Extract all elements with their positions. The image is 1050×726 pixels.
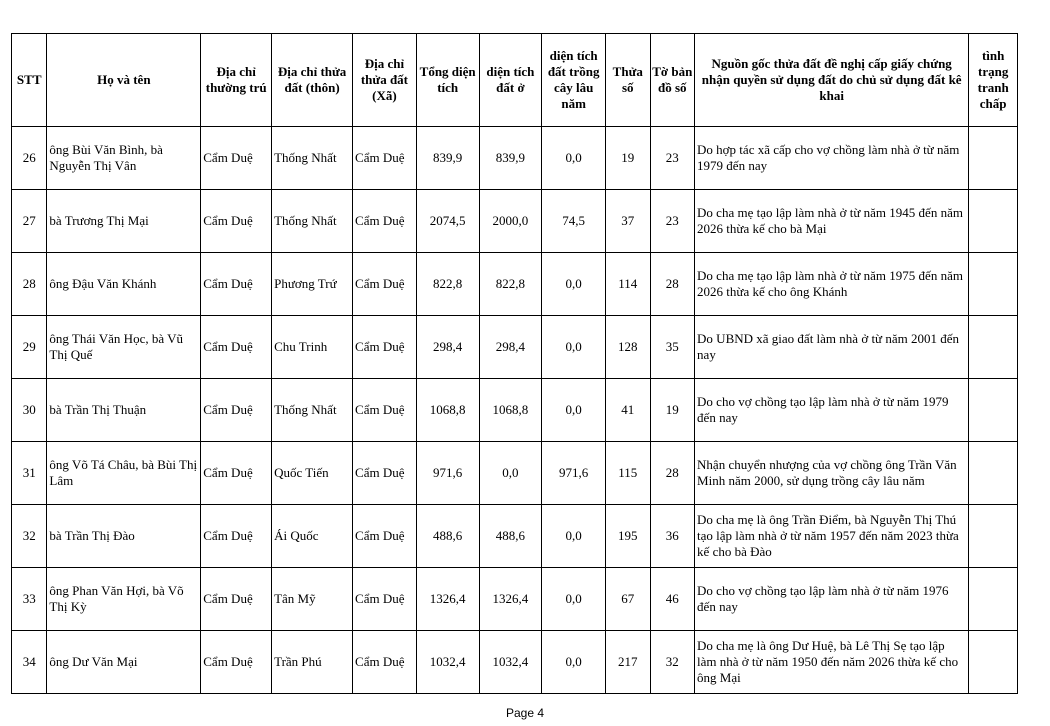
cell-origin: Do cha mẹ là ông Dư Huệ, bà Lê Thị Sẹ tạo lập làm nhà ở từ năm 1950 đến năm 2026 thừa kế cho ông Mại [695, 631, 969, 694]
cell-total-area: 1326,4 [416, 568, 479, 631]
cell-origin: Nhận chuyển nhượng của vợ chồng ông Trần Văn Minh năm 2000, sử dụng trồng cây lâu năm [695, 442, 969, 505]
cell-origin: Do UBND xã giao đất làm nhà ở từ năm 2001 đến nay [695, 316, 969, 379]
header-parcel-no: Thửa số [606, 34, 651, 127]
cell-village: Trần Phú [272, 631, 353, 694]
cell-name: bà Trần Thị Đào [47, 505, 201, 568]
cell-parcel-no: 128 [606, 316, 651, 379]
cell-commune: Cẩm Duệ [353, 442, 417, 505]
cell-village: Thống Nhất [272, 379, 353, 442]
cell-map-sheet: 36 [650, 505, 695, 568]
header-perennial-area: diện tích đất trồng cây lâu năm [542, 34, 606, 127]
cell-perennial-area: 0,0 [542, 379, 606, 442]
cell-name: ông Bùi Văn Bình, bà Nguyễn Thị Vân [47, 127, 201, 190]
cell-residence: Cẩm Duệ [201, 127, 272, 190]
cell-residential-area: 822,8 [479, 253, 542, 316]
cell-map-sheet: 35 [650, 316, 695, 379]
table-row [12, 505, 1018, 568]
header-total-area: Tổng diện tích [416, 34, 479, 127]
cell-village: Chu Trinh [272, 316, 353, 379]
cell-dispute [969, 316, 1018, 379]
cell-perennial-area: 0,0 [542, 505, 606, 568]
cell-village: Quốc Tiến [272, 442, 353, 505]
cell-parcel-no: 67 [606, 568, 651, 631]
cell-parcel-no: 115 [606, 442, 651, 505]
cell-map-sheet: 23 [650, 127, 695, 190]
cell-map-sheet: 28 [650, 442, 695, 505]
header-name: Họ và tên [47, 34, 201, 127]
header-parcel-commune: Địa chỉ thửa đất (Xã) [353, 34, 417, 127]
cell-stt: 29 [12, 316, 47, 379]
cell-parcel-no: 217 [606, 631, 651, 694]
cell-parcel-no: 37 [606, 190, 651, 253]
cell-origin: Do cha mẹ là ông Trần Điểm, bà Nguyễn Thị Thú tạo lập làm nhà ở từ năm 1957 đến năm 2023 thừa kế cho bà Đào [695, 505, 969, 568]
table-row [12, 631, 1018, 694]
header-stt: STT [12, 34, 47, 127]
cell-residential-area: 1326,4 [479, 568, 542, 631]
header-origin: Nguồn gốc thửa đất đề nghị cấp giấy chứng nhận quyền sử dụng đất do chủ sử dụng đất kê khai [695, 34, 969, 127]
page-number: Page 4 [505, 706, 545, 720]
cell-residence: Cẩm Duệ [201, 568, 272, 631]
cell-commune: Cẩm Duệ [353, 316, 417, 379]
cell-commune: Cẩm Duệ [353, 568, 417, 631]
cell-total-area: 839,9 [416, 127, 479, 190]
table-row [12, 568, 1018, 631]
cell-name: ông Võ Tá Châu, bà Bùi Thị Lâm [47, 442, 201, 505]
cell-origin: Do cho vợ chồng tạo lập làm nhà ở từ năm 1976 đến nay [695, 568, 969, 631]
cell-stt: 28 [12, 253, 47, 316]
table-row [12, 253, 1018, 316]
cell-residence: Cẩm Duệ [201, 253, 272, 316]
cell-commune: Cẩm Duệ [353, 190, 417, 253]
header-dispute: tình trạng tranh chấp [969, 34, 1018, 127]
cell-village: Tân Mỹ [272, 568, 353, 631]
table-row [12, 190, 1018, 253]
cell-perennial-area: 971,6 [542, 442, 606, 505]
cell-map-sheet: 46 [650, 568, 695, 631]
cell-dispute [969, 253, 1018, 316]
cell-perennial-area: 0,0 [542, 316, 606, 379]
cell-origin: Do cha mẹ tạo lập làm nhà ở từ năm 1975 đến năm 2026 thừa kế cho ông Khánh [695, 253, 969, 316]
cell-village: Thống Nhất [272, 127, 353, 190]
cell-commune: Cẩm Duệ [353, 127, 417, 190]
cell-dispute [969, 190, 1018, 253]
header-residential-area: diện tích đất ở [479, 34, 542, 127]
cell-origin: Do hợp tác xã cấp cho vợ chồng làm nhà ở từ năm 1979 đến nay [695, 127, 969, 190]
cell-residence: Cẩm Duệ [201, 631, 272, 694]
cell-origin: Do cha mẹ tạo lập làm nhà ở từ năm 1945 đến năm 2026 thừa kế cho bà Mại [695, 190, 969, 253]
cell-stt: 33 [12, 568, 47, 631]
header-map-sheet: Tờ bản đồ số [650, 34, 695, 127]
cell-residence: Cẩm Duệ [201, 316, 272, 379]
cell-residence: Cẩm Duệ [201, 442, 272, 505]
cell-perennial-area: 0,0 [542, 631, 606, 694]
cell-commune: Cẩm Duệ [353, 631, 417, 694]
cell-stt: 32 [12, 505, 47, 568]
cell-map-sheet: 23 [650, 190, 695, 253]
header-residence: Địa chỉ thường trú [201, 34, 272, 127]
header-parcel-village: Địa chỉ thửa đất (thôn) [272, 34, 353, 127]
cell-stt: 34 [12, 631, 47, 694]
cell-commune: Cẩm Duệ [353, 505, 417, 568]
cell-total-area: 971,6 [416, 442, 479, 505]
table-row [12, 127, 1018, 190]
cell-origin: Do cho vợ chồng tạo lập làm nhà ở từ năm 1979 đến nay [695, 379, 969, 442]
table-row [12, 379, 1018, 442]
cell-residential-area: 0,0 [479, 442, 542, 505]
cell-perennial-area: 74,5 [542, 190, 606, 253]
cell-parcel-no: 19 [606, 127, 651, 190]
cell-residential-area: 298,4 [479, 316, 542, 379]
table-row [12, 442, 1018, 505]
cell-stt: 26 [12, 127, 47, 190]
cell-stt: 30 [12, 379, 47, 442]
cell-name: ông Phan Văn Hợi, bà Võ Thị Kỳ [47, 568, 201, 631]
cell-village: Ái Quốc [272, 505, 353, 568]
cell-parcel-no: 195 [606, 505, 651, 568]
cell-name: ông Đậu Văn Khánh [47, 253, 201, 316]
cell-map-sheet: 19 [650, 379, 695, 442]
cell-residential-area: 1032,4 [479, 631, 542, 694]
cell-name: ông Dư Văn Mại [47, 631, 201, 694]
cell-village: Phương Trứ [272, 253, 353, 316]
cell-residence: Cẩm Duệ [201, 505, 272, 568]
cell-perennial-area: 0,0 [542, 253, 606, 316]
land-registry-table [11, 33, 1018, 694]
cell-total-area: 1032,4 [416, 631, 479, 694]
cell-parcel-no: 41 [606, 379, 651, 442]
cell-total-area: 2074,5 [416, 190, 479, 253]
cell-dispute [969, 127, 1018, 190]
cell-map-sheet: 32 [650, 631, 695, 694]
cell-residential-area: 839,9 [479, 127, 542, 190]
cell-dispute [969, 379, 1018, 442]
cell-residential-area: 2000,0 [479, 190, 542, 253]
cell-residence: Cẩm Duệ [201, 190, 272, 253]
cell-perennial-area: 0,0 [542, 568, 606, 631]
cell-name: bà Trương Thị Mại [47, 190, 201, 253]
cell-total-area: 1068,8 [416, 379, 479, 442]
header-row [12, 34, 1018, 127]
cell-total-area: 298,4 [416, 316, 479, 379]
cell-stt: 31 [12, 442, 47, 505]
cell-perennial-area: 0,0 [542, 127, 606, 190]
cell-dispute [969, 568, 1018, 631]
cell-stt: 27 [12, 190, 47, 253]
cell-dispute [969, 505, 1018, 568]
cell-parcel-no: 114 [606, 253, 651, 316]
cell-commune: Cẩm Duệ [353, 379, 417, 442]
cell-name: bà Trần Thị Thuận [47, 379, 201, 442]
cell-dispute [969, 631, 1018, 694]
cell-residential-area: 488,6 [479, 505, 542, 568]
cell-total-area: 488,6 [416, 505, 479, 568]
cell-map-sheet: 28 [650, 253, 695, 316]
cell-name: ông Thái Văn Học, bà Vũ Thị Quế [47, 316, 201, 379]
cell-total-area: 822,8 [416, 253, 479, 316]
table-row [12, 316, 1018, 379]
cell-dispute [969, 442, 1018, 505]
cell-residential-area: 1068,8 [479, 379, 542, 442]
cell-residence: Cẩm Duệ [201, 379, 272, 442]
cell-village: Thống Nhất [272, 190, 353, 253]
cell-commune: Cẩm Duệ [353, 253, 417, 316]
